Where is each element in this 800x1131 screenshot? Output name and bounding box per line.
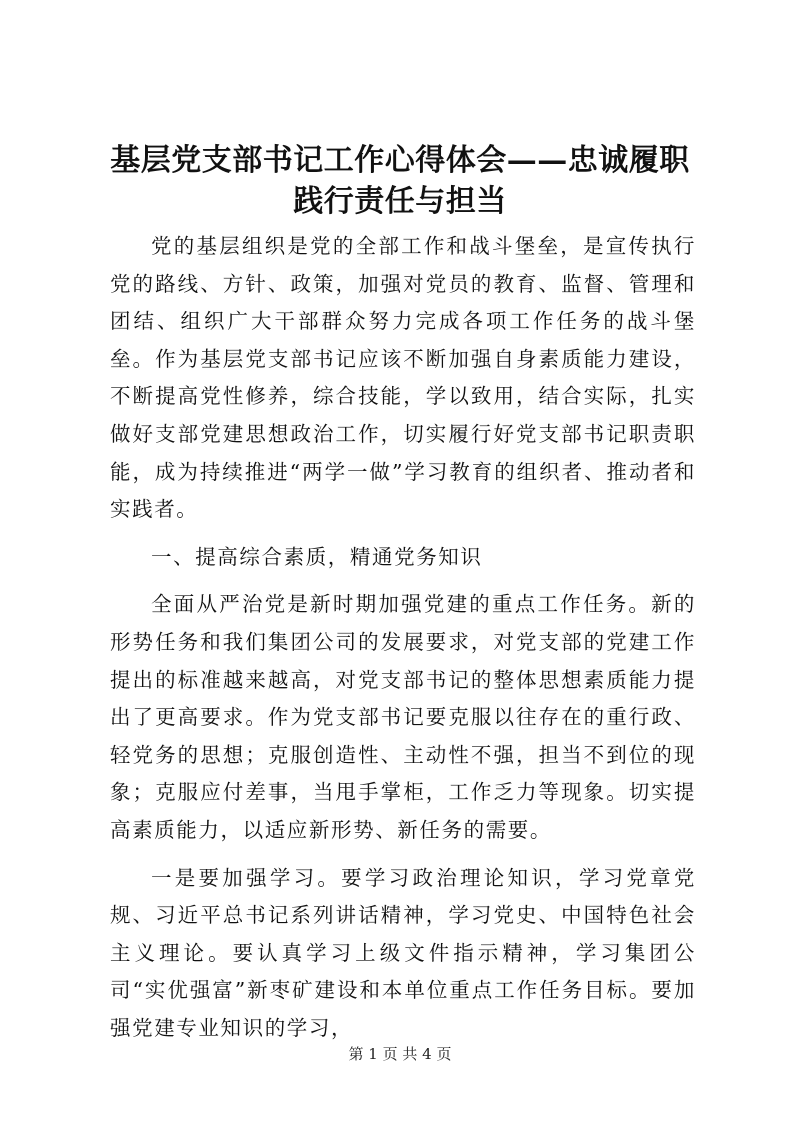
document-title: 基层党支部书记工作心得体会——忠诚履职践行责任与担当 xyxy=(110,143,690,219)
document-body xyxy=(110,228,696,1057)
paragraph-point-1: 一是要加强学习。要学习政治理论知识，学习党章党规、习近平总书记系列讲话精神，学习党史、中国特色社会主义理论。要认真学习上级文件指示精神，学习集团公司“实优强富”新枣矿建设和本单位重点工作任务目标。要加强党建专业知识的学习， xyxy=(110,865,696,1040)
paragraph-section-1: 全面从严治党是新时期加强党建的重点工作任务。新的形势任务和我们集团公司的发展要求，对党支部的党建工作提出的标准越来越高，对党支部书记的整体思想素质能力提出了更高要求。作为党支部书记要克服以往存在的重行政、轻党务的思想；克服创造性、主动性不强，担当不到位的现象；克服应付差事，当甩手掌柜，工作乏力等现象。切实提高素质能力，以适应新形势、新任务的需要。 xyxy=(110,592,696,842)
section-heading-1: 一、提高综合素质，精通党务知识 xyxy=(151,544,483,569)
paragraph-intro: 党的基层组织是党的全部工作和战斗堡垒，是宣传执行党的路线、方针、政策，加强对党员的教育、监督、管理和团结、组织广大干部群众努力完成各项工作任务的战斗堡垒。作为基层党支部书记应该不断加强自身素质能力建设，不断提高党性修养，综合技能，学以致用，结合实际，扎实做好支部党建思想政治工作，切实履行好党支部书记职责职能，成为持续推进“两学一做”学习教育的组织者、推动者和实践者。 xyxy=(110,234,696,522)
page-number-footer: 第 1 页 共 4 页 xyxy=(348,1045,452,1063)
